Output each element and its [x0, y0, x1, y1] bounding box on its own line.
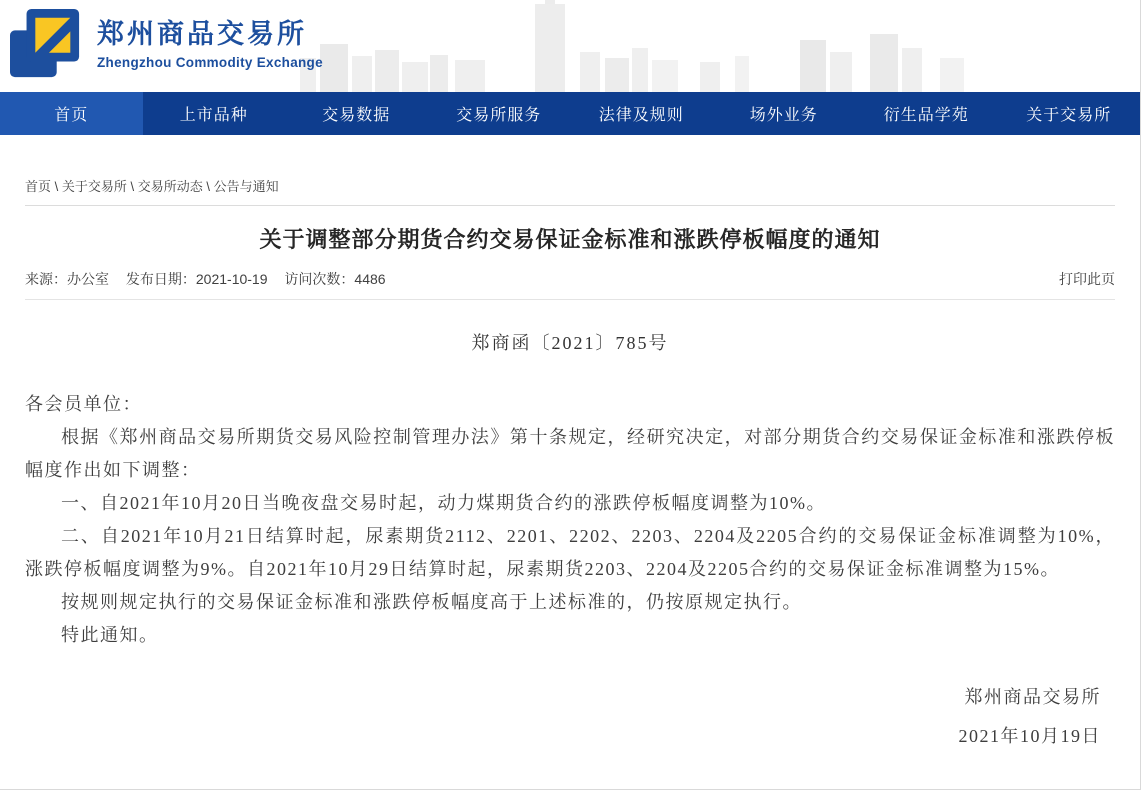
paragraph-basis: 根据《郑州商品交易所期货交易风险控制管理办法》第十条规定，经研究决定，对部分期货合约交易保证金标准和涨跌停板幅度作出如下调整： [25, 427, 1115, 480]
nav-item-trading-data[interactable]: 交易数据 [322, 107, 391, 124]
document-number: 郑商函〔2021〕785号 [471, 333, 669, 353]
breadcrumb-separator: \ [126, 179, 138, 194]
breadcrumb [25, 176, 1115, 206]
article-body [25, 388, 1115, 652]
breadcrumb-notices[interactable]: 公告与通知 [213, 179, 279, 194]
meta-visits: 访问次数：4486 [284, 271, 386, 287]
signature-block [25, 678, 1115, 756]
nav-item-exchange-services[interactable]: 交易所服务 [456, 107, 542, 124]
paragraph-item-two: 二、自2021年10月21日结算时起，尿素期货2112、2201、2202、2203、2204及2205合约的交易保证金标准调整为10%，涨跌停板幅度调整为9%。自2021年10月29日结算时起，尿素期货2203、2204及2205合约的交易保证金标准调整为15%。 [25, 526, 1115, 579]
paragraph-item-one: 一、自2021年10月20日当晚夜盘交易时起，动力煤期货合约的涨跌停板幅度调整为10%。 [61, 493, 826, 513]
nav-item-about-exchange[interactable]: 关于交易所 [1026, 107, 1112, 124]
site-header [0, 0, 1140, 92]
nav-item-laws-rules[interactable]: 法律及规则 [598, 107, 684, 124]
nav-item-listed-products[interactable]: 上市品种 [179, 107, 248, 124]
salutation: 各会员单位： [25, 394, 142, 414]
nav-item-otc-business[interactable]: 场外业务 [749, 107, 818, 124]
brand-subtitle: Zhengzhou Commodity Exchange [97, 54, 323, 70]
brand-text [97, 20, 323, 70]
brand-title: 郑州商品交易所 [97, 19, 307, 50]
nav-item-derivatives-academy[interactable]: 衍生品学苑 [883, 107, 969, 124]
paragraph-proviso: 按规则规定执行的交易保证金标准和涨跌停板幅度高于上述标准的，仍按原规定执行。 [61, 592, 802, 612]
paragraph-closing: 特此通知。 [61, 625, 159, 645]
breadcrumb-news[interactable]: 交易所动态 [137, 179, 203, 194]
print-page-link[interactable]: 打印此页 [1059, 271, 1115, 287]
meta-publish-date: 发布日期：2021-10-19 [125, 271, 268, 287]
article-title: 关于调整部分期货合约交易保证金标准和涨跌停板幅度的通知 [259, 227, 881, 252]
signature-name: 郑州商品交易所 [964, 687, 1101, 707]
zce-logo-icon [10, 7, 82, 83]
meta-source: 来源：办公室 [25, 271, 109, 287]
breadcrumb-home[interactable]: 首页 [25, 179, 52, 194]
main-content [0, 176, 1140, 756]
city-skyline-image [280, 0, 980, 92]
breadcrumb-separator: \ [51, 179, 62, 194]
article-meta-left [25, 269, 399, 289]
breadcrumb-about[interactable]: 关于交易所 [61, 179, 127, 194]
article-meta [25, 269, 1115, 300]
site-logo[interactable] [10, 7, 323, 83]
nav-item-home[interactable]: 首页 [0, 92, 143, 135]
signature-date: 2021年10月19日 [958, 726, 1101, 746]
main-nav [0, 92, 1140, 135]
breadcrumb-separator: \ [202, 179, 214, 194]
